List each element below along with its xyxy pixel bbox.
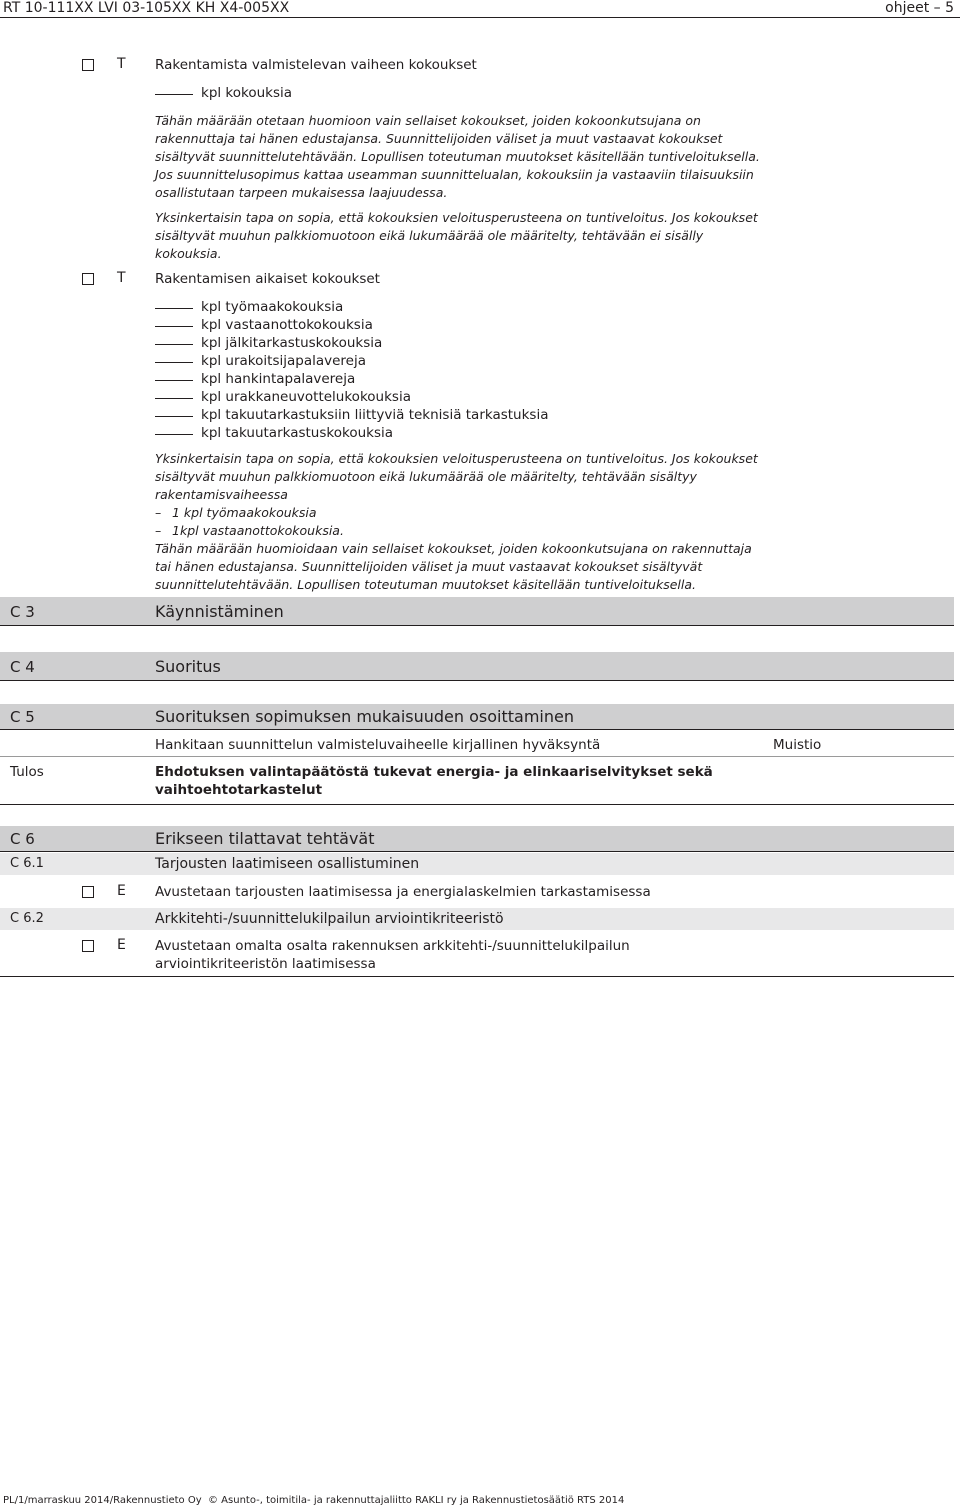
section-title: Suorituksen sopimuksen mukaisuuden osoittaminen [155,707,574,726]
count-label: kpl kokouksia [201,85,293,101]
meeting-item-label: kpl takuutarkastuskokouksia [201,425,394,441]
checkbox-c61[interactable] [82,886,94,898]
meeting-item-label: kpl työmaakokouksia [201,299,344,315]
blank-field[interactable] [155,344,193,345]
type-code-t2: T [117,270,126,286]
type-code-t1: T [117,56,126,72]
section-code: C 4 [10,658,35,676]
section-bar-c4 [0,652,954,681]
footer-copyright: © Asunto-, toimitila- ja rakennuttajaliitto RAKLI ry ja Rakennustietosäätiö RTS 2014 [208,1495,625,1506]
blank-field[interactable] [155,380,193,381]
header-doc-codes: RT 10-111XX LVI 03-105XX KH X4-005XX [3,0,290,16]
count-line-t1 [155,84,292,102]
section-title: Suoritus [155,657,221,676]
blank-field[interactable] [155,434,193,435]
row-divider [0,756,954,757]
section-title-t2: Rakentamisen aikaiset kokoukset [155,271,380,287]
c5-approval-line: Hankitaan suunnittelun valmisteluvaiheelle kirjallinen hyväksyntä [155,737,601,753]
task-text-c62: Avustetaan omalta osalta rakennuksen arkkitehti-/suunnittelukilpailun arviointikriteeristön laatimisessa [155,938,630,972]
task-text-c61: Avustetaan tarjousten laatimisessa ja energialaskelmien tarkastamisessa [155,884,651,900]
meeting-item-label: kpl jälkitarkastuskokouksia [201,335,383,351]
section-bar-c3 [0,597,954,626]
meeting-item-label: kpl urakkaneuvottelukokouksia [201,389,411,405]
section-bar-c6 [0,826,954,852]
meeting-item-label: kpl takuutarkastuksiin liittyviä teknisiä tarkastuksia [201,407,549,423]
meeting-item [155,298,343,316]
footer-publisher: PL/1/marraskuu 2014/Rakennustieto Oy [3,1495,202,1506]
section-code: C 3 [10,603,35,621]
header-rule [0,17,960,18]
section-title-t1: Rakentamista valmistelevan vaiheen kokoukset [155,57,477,73]
paragraph-t2-pricing: Yksinkertaisin tapa on sopia, että kokouksien veloitusperusteena on tuntiveloitus. Jos kokoukset sisältyvät muuhun palkkiomuotoon eikä lukumäärää ole määritelty, tehtävään sisältyy rakentamisvaiheessa [155,451,758,502]
section-bar-c5 [0,704,954,730]
blank-field[interactable] [155,326,193,327]
subsection-code: C 6.2 [10,911,44,926]
checkbox-c62[interactable] [82,940,94,952]
meeting-item-label: kpl vastaanottokokouksia [201,317,373,333]
paragraph-t1-note: Tähän määrään otetaan huomioon vain sellaiset kokoukset, joiden kokoonkutsujana on rakennuttaja tai hänen edustajansa. Suunnittelijoiden väliset ja muut vastaavat kokoukset sisältyvät suunnittelutehtävään. Lopullisen toteutuman muutokset käsitellään tuntiveloituksella. Jos suunnittelusopimus kattaa useamman suunnittelualan, kokouksiin ja vastaaviin tilaisuuksiin osallistutaan tarpeen mukaisessa laajuudessa. [155,113,760,200]
meeting-item [155,334,382,352]
dash-item-label: 1kpl vastaanottokokouksia. [172,523,344,538]
section-code: C 6 [10,830,35,848]
subsection-bar-c62 [0,908,954,930]
tulos-text: Ehdotuksen valintapäätöstä tukevat energia- ja elinkaariselvitykset sekä vaihtoehtotarkastelut [155,764,713,798]
blank-field[interactable] [155,94,193,95]
blank-field[interactable] [155,362,193,363]
type-code-c61: E [117,883,126,899]
meeting-item [155,388,411,406]
blank-field[interactable] [155,416,193,417]
meeting-item [155,424,393,442]
blank-field[interactable] [155,308,193,309]
subsection-bar-c61 [0,853,954,875]
section-title: Erikseen tilattavat tehtävät [155,829,375,848]
checkbox-t1[interactable] [82,59,94,71]
meeting-item [155,406,549,424]
checkbox-t2[interactable] [82,273,94,285]
type-code-c62: E [117,937,126,953]
dash-item: – 1 kpl työmaakokouksia [155,505,317,520]
section-title: Käynnistäminen [155,602,284,621]
dash-item: – 1kpl vastaanottokokouksia. [155,523,344,538]
c5-output-muistio: Muistio [773,737,822,753]
meeting-item [155,352,366,370]
paragraph-t1-pricing: Yksinkertaisin tapa on sopia, että kokouksien veloitusperusteena on tuntiveloitus. Jos kokoukset sisältyvät muuhun palkkiomuotoon eikä lukumäärää ole määritelty, tehtävään ei sisälly kokouksia. [155,210,758,261]
blank-field[interactable] [155,398,193,399]
meeting-item [155,370,355,388]
section-rule [0,804,954,805]
header-page-label: ohjeet – 5 [885,0,954,16]
meeting-item-label: kpl urakoitsijapalavereja [201,353,366,369]
meeting-item-label: kpl hankintapalavereja [201,371,356,387]
tulos-label: Tulos [10,764,44,780]
dash-item-label: 1 kpl työmaakokouksia [172,505,317,520]
subsection-title: Arkkitehti-/suunnittelukilpailun arviointikriteeristö [155,911,504,927]
paragraph-t2-note: Tähän määrään huomioidaan vain sellaiset kokoukset, joiden kokoonkutsujana on rakennuttaja tai hänen edustajansa. Suunnittelijoiden väliset ja muut vastaavat kokoukset sisältyvät suunnittelutehtävään. Lopullisen toteutuman muutokset käsitellään tuntiveloituksella. [155,541,752,592]
section-code: C 5 [10,708,35,726]
meeting-item [155,316,373,334]
section-rule [0,976,954,977]
subsection-title: Tarjousten laatimiseen osallistuminen [155,856,420,872]
subsection-code: C 6.1 [10,856,44,871]
